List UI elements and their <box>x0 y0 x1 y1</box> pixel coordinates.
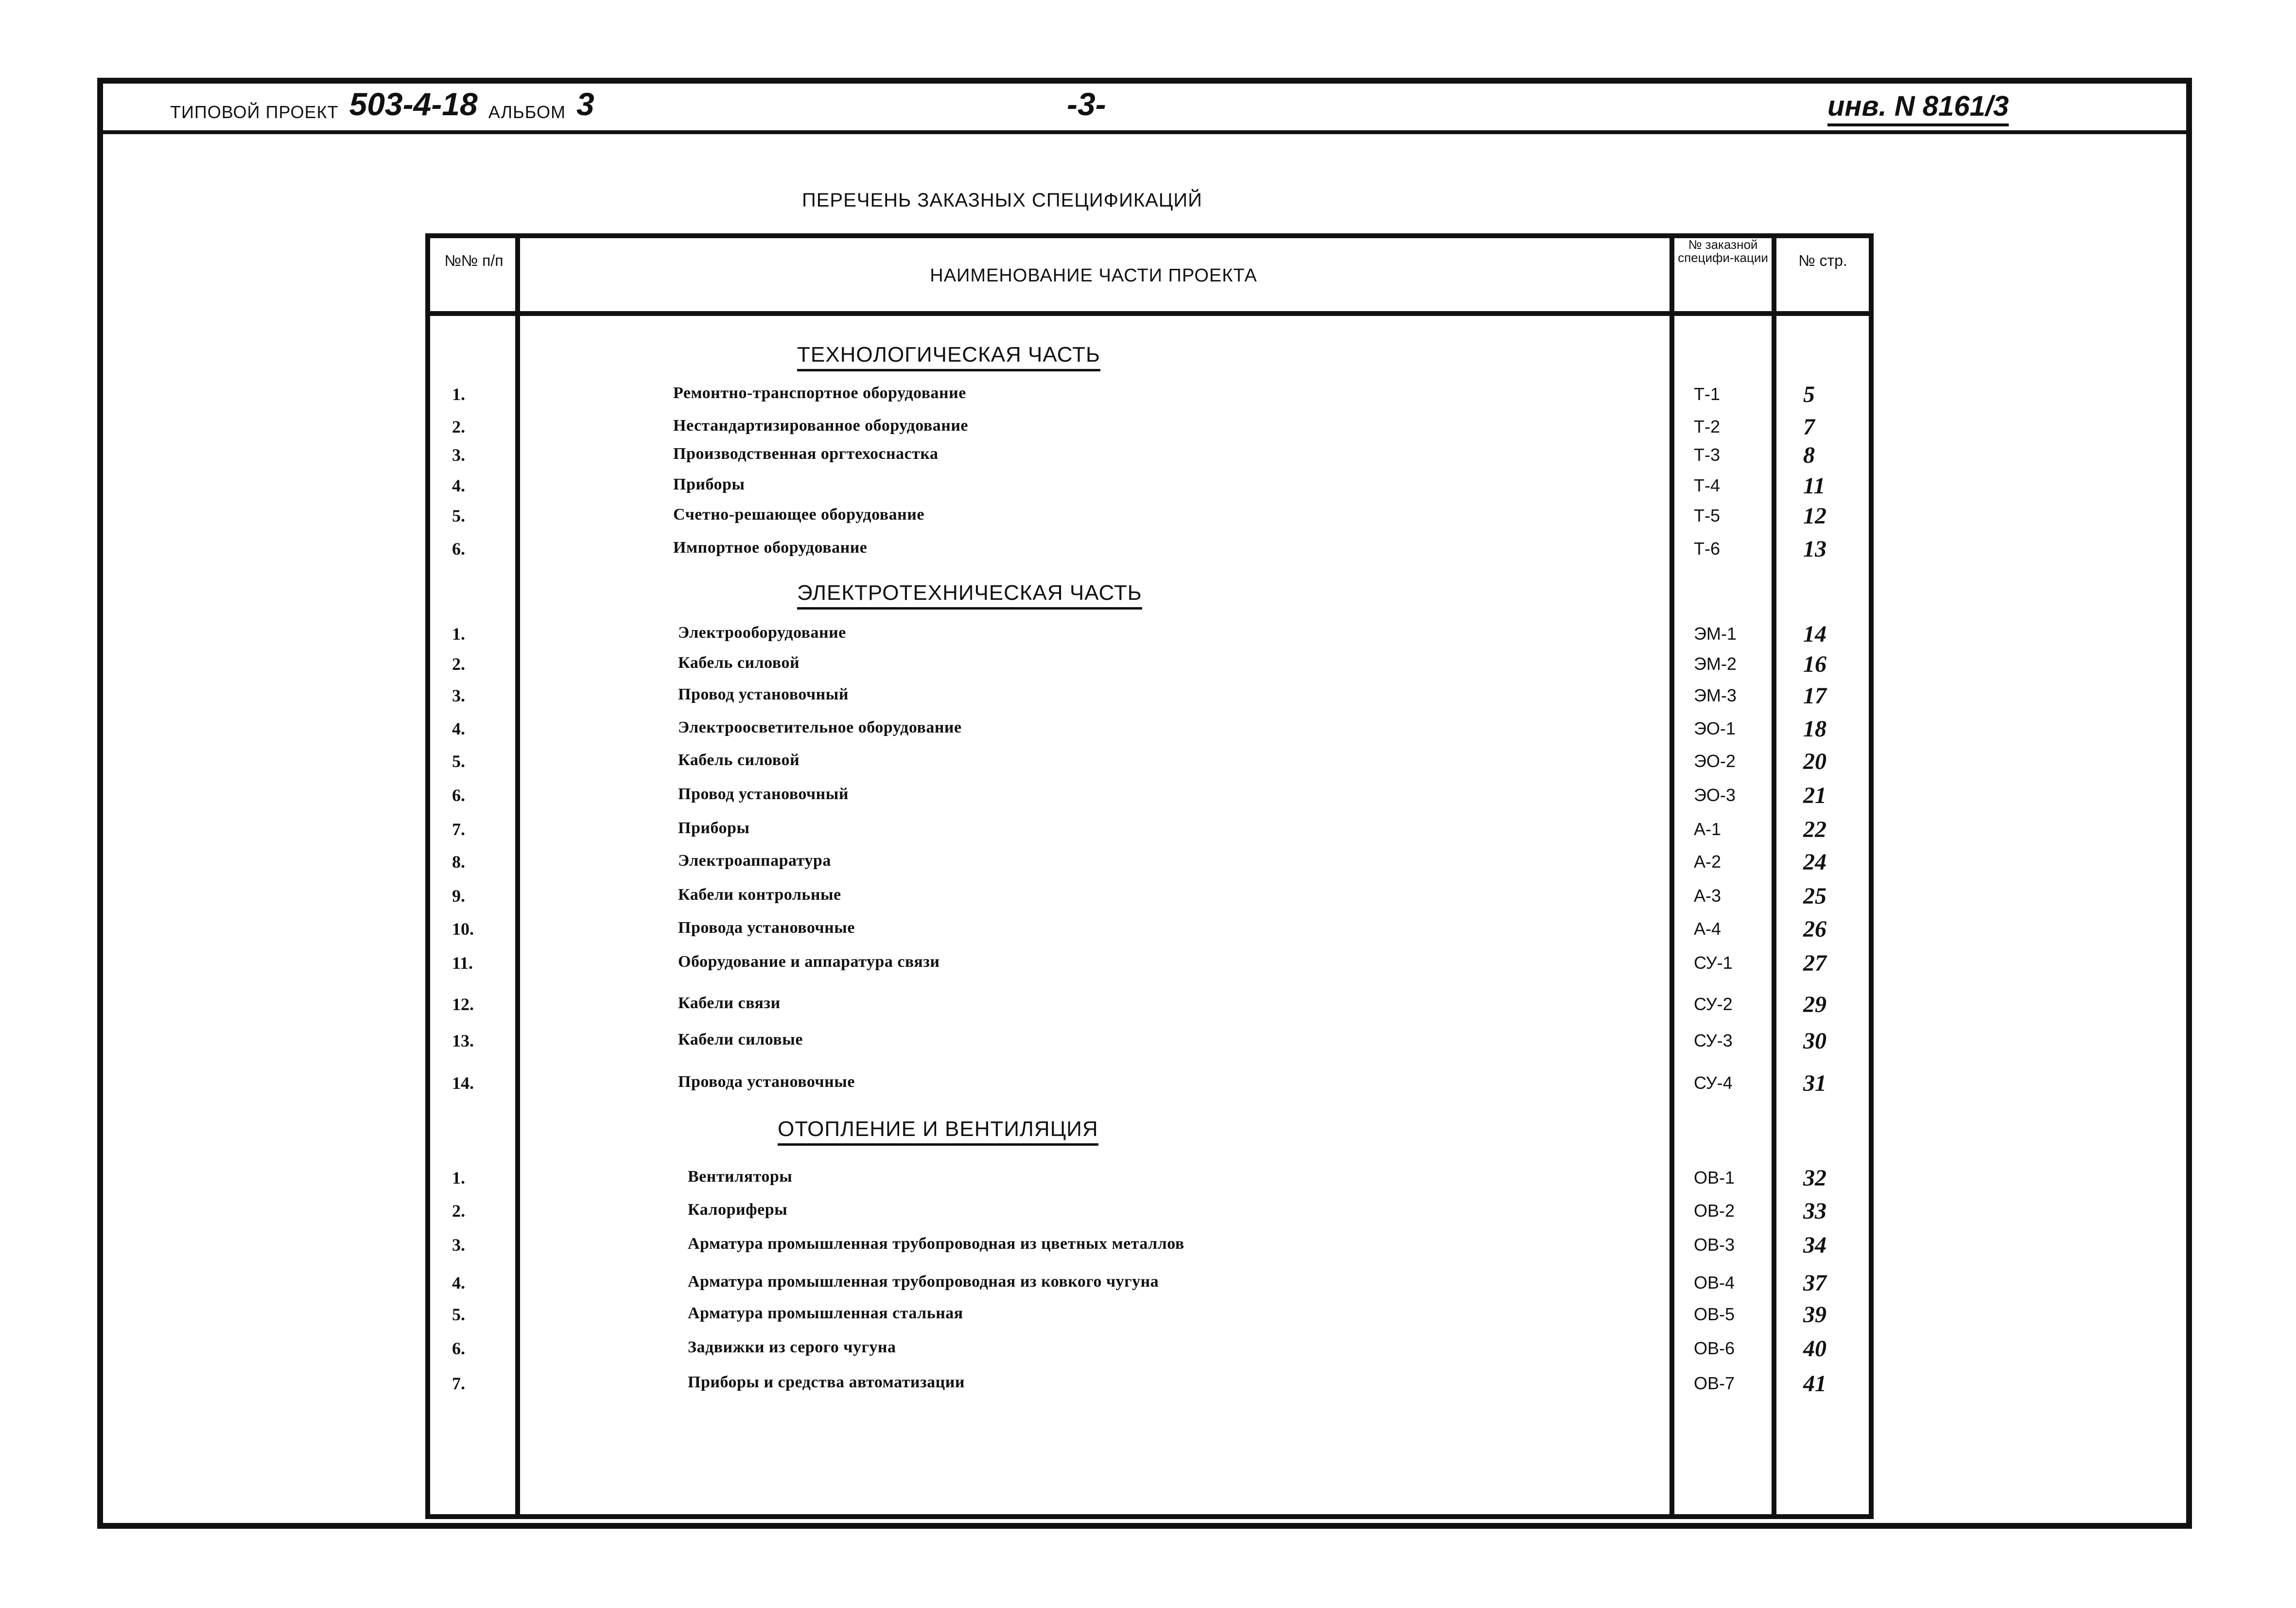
row-spec-code: А-1 <box>1694 819 1722 839</box>
row-name: Провод установочный <box>678 685 849 703</box>
inventory-number: инв. N 8161/3 <box>1827 84 2009 126</box>
sheet-number: -3- <box>1067 86 1106 122</box>
row-spec-code: Т-1 <box>1694 384 1720 404</box>
column-header-page: № стр. <box>1798 252 1847 269</box>
section-title: ОТОПЛЕНИЕ И ВЕНТИЛЯЦИЯ <box>778 1117 1098 1146</box>
row-name: Провода установочные <box>678 919 855 937</box>
row-number: 6. <box>452 539 465 559</box>
row-name: Кабель силовой <box>678 654 800 672</box>
row-name: Приборы <box>678 819 750 837</box>
row-number: 2. <box>452 1201 465 1221</box>
row-page: 39 <box>1803 1302 1826 1328</box>
row-name: Приборы <box>673 475 745 493</box>
row-page: 30 <box>1803 1028 1826 1054</box>
row-spec-code: А-2 <box>1694 852 1722 872</box>
row-number: 4. <box>452 1273 465 1293</box>
column-header-spec-code: № заказной специфи-кации <box>1678 237 1768 265</box>
row-number: 1. <box>452 624 465 644</box>
row-number: 6. <box>452 786 465 805</box>
row-spec-code: СУ-2 <box>1694 994 1733 1014</box>
row-number: 1. <box>452 385 465 404</box>
row-number: 14. <box>452 1073 474 1093</box>
album-label: АЛЬБОМ <box>488 102 566 122</box>
row-number: 5. <box>452 752 465 771</box>
row-spec-code: ЭМ-2 <box>1694 654 1737 674</box>
row-page: 32 <box>1803 1165 1826 1191</box>
row-name: Производственная оргтехоснастка <box>673 445 939 463</box>
row-spec-code: ЭМ-3 <box>1694 685 1737 705</box>
column-divider <box>1772 233 1776 1519</box>
row-name: Нестандартизированное оборудование <box>673 417 969 435</box>
row-number: 2. <box>452 654 465 674</box>
row-number: 4. <box>452 476 465 495</box>
row-number: 9. <box>452 886 465 906</box>
row-number: 2. <box>452 417 465 437</box>
row-number: 1. <box>452 1168 465 1188</box>
row-number: 3. <box>452 1235 465 1255</box>
row-spec-code: ЭО-1 <box>1694 718 1736 738</box>
row-name: Кабели связи <box>678 994 781 1012</box>
row-page: 5 <box>1803 382 1815 407</box>
row-spec-code: Т-6 <box>1694 539 1720 559</box>
column-divider <box>1670 233 1674 1519</box>
row-spec-code: ОВ-4 <box>1694 1273 1735 1293</box>
project-stamp <box>170 84 605 122</box>
row-page: 21 <box>1803 783 1826 808</box>
row-spec-code: СУ-3 <box>1694 1031 1733 1050</box>
row-number: 4. <box>452 719 465 738</box>
row-page: 27 <box>1803 950 1826 976</box>
row-name: Задвижки из серого чугуна <box>688 1338 896 1356</box>
row-page: 12 <box>1803 503 1826 529</box>
project-number: 503-4-18 <box>349 86 478 122</box>
row-number: 6. <box>452 1339 465 1358</box>
row-page: 22 <box>1803 817 1826 842</box>
row-name: Кабель силовой <box>678 751 800 769</box>
row-spec-code: СУ-4 <box>1694 1073 1733 1093</box>
row-number: 12. <box>452 995 474 1014</box>
row-spec-code: ОВ-3 <box>1694 1235 1735 1255</box>
row-page: 26 <box>1803 916 1826 942</box>
header-row-divider <box>425 311 1874 316</box>
section-title: ТЕХНОЛОГИЧЕСКАЯ ЧАСТЬ <box>797 343 1100 371</box>
row-page: 16 <box>1803 651 1826 677</box>
row-spec-code: ОВ-6 <box>1694 1338 1735 1358</box>
row-spec-code: Т-3 <box>1694 445 1720 465</box>
row-page: 34 <box>1803 1232 1826 1258</box>
row-number: 5. <box>452 1305 465 1324</box>
row-number: 8. <box>452 852 465 872</box>
row-page: 11 <box>1803 473 1826 499</box>
row-name: Электрооборудование <box>678 624 846 642</box>
row-spec-code: ЭО-2 <box>1694 751 1736 771</box>
row-spec-code: Т-4 <box>1694 475 1720 495</box>
album-number: 3 <box>576 86 594 122</box>
row-number: 7. <box>452 820 465 839</box>
row-page: 20 <box>1803 749 1826 774</box>
row-page: 41 <box>1803 1371 1826 1397</box>
section-title: ЭЛЕКТРОТЕХНИЧЕСКАЯ ЧАСТЬ <box>797 581 1142 610</box>
document-title: ПЕРЕЧЕНЬ ЗАКАЗНЫХ СПЕЦИФИКАЦИЙ <box>802 190 1202 211</box>
row-page: 24 <box>1803 849 1826 875</box>
row-name: Оборудование и аппаратура связи <box>678 953 940 971</box>
row-page: 8 <box>1803 442 1815 468</box>
row-spec-code: ОВ-5 <box>1694 1304 1735 1324</box>
row-number: 3. <box>452 445 465 465</box>
row-name: Провод установочный <box>678 785 849 803</box>
row-name: Вентиляторы <box>688 1168 793 1186</box>
row-name: Арматура промышленная трубопроводная из цветных металлов <box>688 1235 1184 1253</box>
row-number: 3. <box>452 686 465 705</box>
row-spec-code: ОВ-7 <box>1694 1373 1735 1393</box>
row-spec-code: ОВ-1 <box>1694 1168 1735 1188</box>
row-number: 10. <box>452 919 474 939</box>
row-name: Арматура промышленная стальная <box>688 1304 963 1322</box>
row-page: 37 <box>1803 1270 1826 1296</box>
row-spec-code: А-4 <box>1694 919 1722 939</box>
row-name: Электроосветительное оборудование <box>678 718 962 736</box>
row-page: 29 <box>1803 992 1826 1017</box>
row-number: 13. <box>452 1031 474 1050</box>
column-header-name: НАИМЕНОВАНИЕ ЧАСТИ ПРОЕКТА <box>930 265 1257 286</box>
row-name: Приборы и средства автоматизации <box>688 1373 965 1391</box>
column-divider <box>515 233 520 1519</box>
row-page: 14 <box>1803 621 1826 647</box>
row-spec-code: Т-5 <box>1694 506 1720 525</box>
header-divider <box>97 130 2192 134</box>
row-name: Импортное оборудование <box>673 539 868 557</box>
row-number: 7. <box>452 1374 465 1393</box>
project-type-label: ТИПОВОЙ ПРОЕКТ <box>170 102 339 122</box>
row-number: 5. <box>452 506 465 525</box>
row-page: 25 <box>1803 883 1826 909</box>
row-name: Счетно-решающее оборудование <box>673 506 924 524</box>
row-page: 13 <box>1803 536 1826 562</box>
row-page: 18 <box>1803 716 1826 742</box>
row-page: 33 <box>1803 1198 1826 1224</box>
row-page: 17 <box>1803 683 1826 709</box>
row-page: 7 <box>1803 414 1815 440</box>
row-spec-code: СУ-1 <box>1694 953 1733 973</box>
row-page: 40 <box>1803 1336 1826 1362</box>
row-spec-code: ЭМ-1 <box>1694 624 1737 644</box>
row-name: Калориферы <box>688 1201 788 1219</box>
row-name: Кабели контрольные <box>678 886 841 904</box>
row-name: Ремонтно-транспортное оборудование <box>673 384 966 402</box>
row-spec-code: ЭО-3 <box>1694 785 1736 805</box>
row-spec-code: А-3 <box>1694 886 1722 906</box>
row-page: 31 <box>1803 1070 1826 1096</box>
row-number: 11. <box>452 953 473 973</box>
row-name: Провода установочные <box>678 1073 855 1091</box>
row-spec-code: ОВ-2 <box>1694 1201 1735 1221</box>
row-name: Арматура промышленная трубопроводная из ковкого чугуна <box>688 1273 1159 1291</box>
column-header-number: №№ п/п <box>444 252 504 269</box>
spec-table <box>425 233 1874 1519</box>
row-spec-code: Т-2 <box>1694 417 1720 437</box>
row-name: Электроаппаратура <box>678 852 831 870</box>
row-name: Кабели силовые <box>678 1031 803 1049</box>
